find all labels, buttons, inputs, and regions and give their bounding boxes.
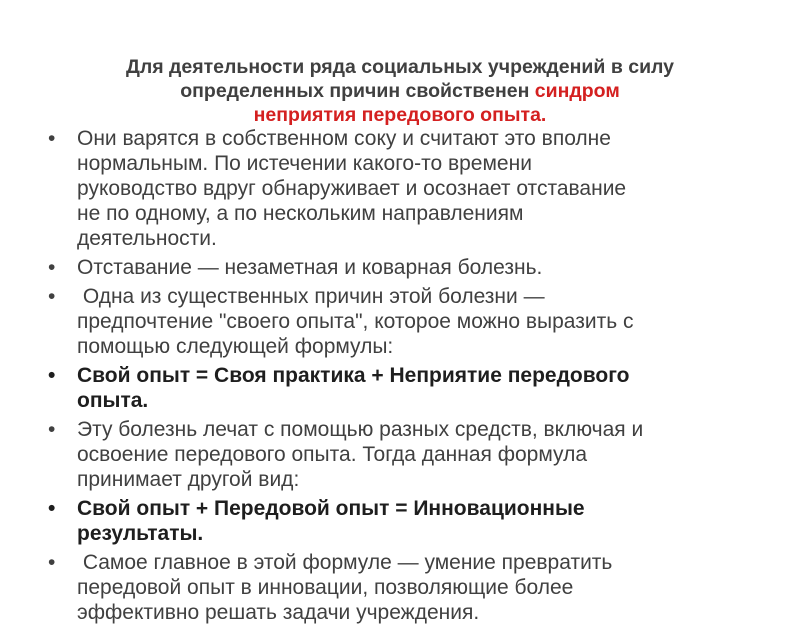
bullet-text-line: эффективно решать задачи учреждения. xyxy=(77,601,480,624)
formula-text-line: опыта. xyxy=(77,389,149,412)
bullet-item xyxy=(46,417,786,492)
bullet-text-line: освоение передового опыта. Тогда данная формула xyxy=(77,443,588,466)
bullet-text-line: предпочтение "своего опыта", которое можно выразить с xyxy=(77,310,634,333)
bullet-item xyxy=(46,550,786,625)
bullet-text-line: деятельности. xyxy=(77,227,217,250)
slide-heading xyxy=(0,55,800,127)
bullet-text-line: не по одному, а по нескольким направлениям xyxy=(77,202,524,225)
bullet-text-line: Они варятся в собственном соку и считают это вполне xyxy=(77,127,611,150)
heading-line-1: Для деятельности ряда социальных учреждений в силу xyxy=(125,56,675,78)
bullet-text-line: руководство вдруг обнаруживает и осознает отставание xyxy=(77,177,627,200)
bullet-text-line: помощью следующей формулы: xyxy=(77,335,394,358)
bullet-icon: • xyxy=(48,285,56,308)
bullet-item xyxy=(46,284,786,359)
formula-item xyxy=(46,496,786,546)
bullet-text-line: Самое главное в этой формуле — умение превратить xyxy=(77,551,613,574)
bullet-text-line: Отставание — незаметная и коварная болезнь. xyxy=(77,256,543,279)
bullet-item xyxy=(46,255,786,280)
formula-text-line: Свой опыт + Передовой опыт = Инновационные xyxy=(77,497,585,520)
bullet-icon: • xyxy=(48,418,56,441)
bullet-icon: • xyxy=(48,256,56,279)
heading-highlight-rejection: неприятия передового опыта. xyxy=(253,104,547,126)
bullet-text-line: передовой опыт в инновации, позволяющие более xyxy=(77,576,574,599)
bullet-icon: • xyxy=(48,497,56,520)
formula-item xyxy=(46,363,786,413)
bullet-text-line: нормальным. По истечении какого-то времени xyxy=(77,152,532,175)
bullet-item xyxy=(46,126,786,251)
formula-text-line: Свой опыт = Своя практика + Неприятие передового xyxy=(77,364,630,387)
bullet-text-line: Эту болезнь лечат с помощью разных средств, включая и xyxy=(77,418,644,441)
bullet-icon: • xyxy=(48,364,56,387)
bullet-text-line: Одна из существенных причин этой болезни — xyxy=(77,285,545,308)
bullet-icon: • xyxy=(48,551,56,574)
heading-highlight-syndrome: синдром xyxy=(534,80,620,102)
bullet-text-line: принимает другой вид: xyxy=(77,468,300,491)
heading-line-2-text: определенных причин свойственен xyxy=(180,80,535,102)
bullet-icon: • xyxy=(48,127,56,150)
bullet-list xyxy=(46,126,786,629)
heading-line-2 xyxy=(0,79,800,103)
formula-text-line: результаты. xyxy=(77,522,204,545)
